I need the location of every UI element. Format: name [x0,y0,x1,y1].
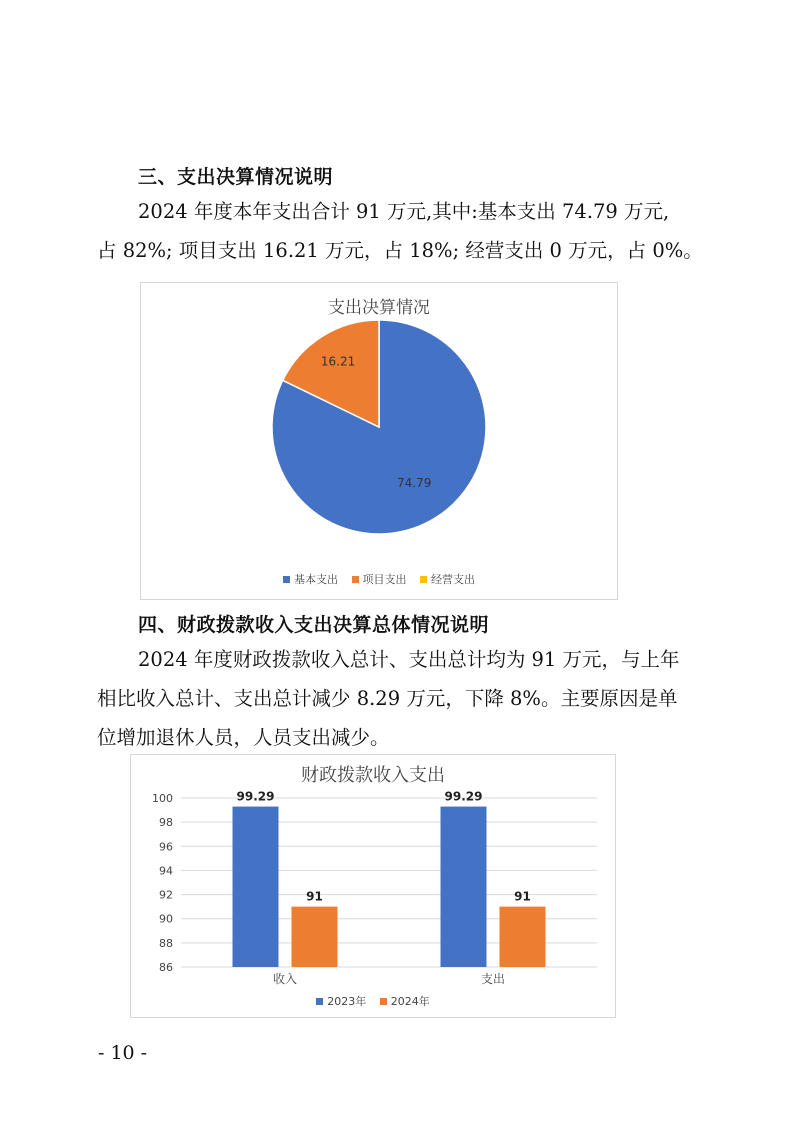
legend-swatch [352,576,359,583]
legend-swatch [283,576,290,583]
x-category-label: 支出 [480,972,506,986]
bar [500,907,546,967]
pie-chart-plot [141,317,617,587]
legend-label: 2023年 [327,995,367,1008]
legend-label: 基本支出 [294,573,338,586]
page-number: - 10 - [98,1042,148,1064]
y-tick-label: 86 [159,961,173,974]
bar [292,907,338,967]
bar-data-label: 99.29 [236,789,275,804]
pie-data-label: 74.79 [397,476,432,491]
section-heading-expenditure: 三、支出决算情况说明 [138,166,334,188]
legend-item [316,993,366,1009]
legend-item [283,571,338,587]
legend-swatch [420,576,427,583]
fiscal-paragraph [97,640,703,757]
legend-label: 项目支出 [362,573,407,586]
bar-data-label: 91 [306,889,323,904]
x-category-label: 收入 [272,972,298,986]
legend-label: 2024年 [390,995,430,1008]
legend-swatch [380,998,387,1005]
bar [233,807,279,967]
paragraph-line: 占 82%; 项目支出 16.21 万元，占 18%; 经营支出 0 万元，占 0%。 [97,239,703,262]
fiscal-bar-chart [130,754,616,1018]
legend-label: 经营支出 [431,573,475,586]
pie-data-label: 16.21 [320,354,356,369]
legend-item [420,571,475,587]
expenditure-paragraph [97,192,703,270]
paragraph-line: 2024 年度本年支出合计 91 万元,其中:基本支出 74.79 万元, [138,200,670,223]
paragraph-line: 2024 年度财政拨款收入总计、支出总计均为 91 万元，与上年 [138,648,680,671]
y-tick-label: 96 [159,840,173,854]
y-tick-label: 94 [159,864,173,878]
paragraph-line: 相比收入总计、支出总计减少 8.29 万元，下降 8%。主要原因是单 [97,687,678,710]
y-tick-label: 90 [159,912,173,926]
legend-swatch [316,998,323,1005]
bar-legend [131,993,615,1009]
paragraph-line: 位增加退休人员，人员支出减少。 [97,726,390,749]
y-tick-label: 100 [152,792,173,805]
pie-legend [141,571,617,587]
bar-chart-plot [131,755,615,1017]
pie-chart-title: 支出决算情况 [328,298,430,318]
y-tick-label: 88 [159,936,173,950]
bar-data-label: 99.29 [444,789,483,804]
y-tick-label: 92 [159,888,173,902]
y-tick-label: 98 [159,816,173,830]
bar-data-label: 91 [514,889,531,904]
bar [441,807,487,967]
legend-item [380,993,430,1009]
bar-chart-title: 财政拨款收入支出 [301,765,445,786]
legend-item [352,571,407,587]
expenditure-pie-chart [140,282,618,600]
section-heading-fiscal: 四、财政拨款收入支出决算总体情况说明 [138,614,490,636]
